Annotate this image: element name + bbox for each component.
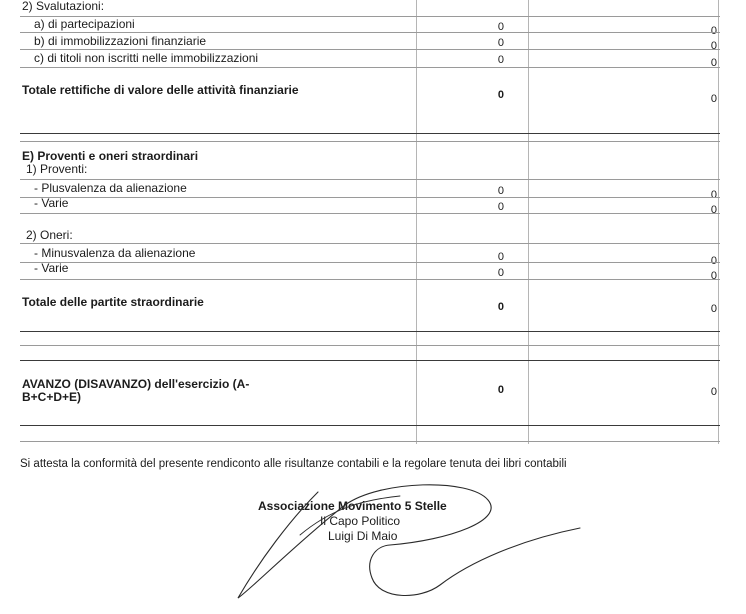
value-current: 0 xyxy=(497,54,504,66)
row-label: b) di immobilizzazioni finanziarie xyxy=(34,34,207,48)
avanzo-label: AVANZO (DISAVANZO) dell'esercizio (A-B+C+D+E) xyxy=(22,377,250,404)
proventi-header: 1) Proventi: xyxy=(26,162,88,176)
row-label: - Plusvalenza da alienazione xyxy=(34,181,187,195)
totale-rettifiche-current: 0 xyxy=(497,89,504,101)
value-previous: 0 xyxy=(710,40,717,52)
row-label: a) di partecipazioni xyxy=(34,17,135,31)
value-current: 0 xyxy=(497,201,504,213)
avanzo-previous: 0 xyxy=(710,386,717,398)
value-previous: 0 xyxy=(710,57,717,69)
totale-rettifiche-previous: 0 xyxy=(710,93,717,105)
value-previous: 0 xyxy=(710,255,717,267)
totale-straordinarie-current: 0 xyxy=(497,301,504,313)
totale-rettifiche-label: Totale rettifiche di valore delle attività finanziarie xyxy=(22,83,299,97)
row-label: c) di titoli non iscritti nelle immobilizzazioni xyxy=(34,51,259,65)
value-previous: 0 xyxy=(710,189,717,201)
firma-ruolo: Il Capo Politico xyxy=(320,514,401,528)
value-current: 0 xyxy=(497,267,504,279)
avanzo-current: 0 xyxy=(497,384,504,396)
row-label: - Minusvalenza da alienazione xyxy=(34,246,196,260)
firma-nome: Luigi Di Maio xyxy=(328,529,398,543)
totale-straordinarie-label: Totale delle partite straordinarie xyxy=(22,295,204,309)
firma-associazione: Associazione Movimento 5 Stelle xyxy=(258,499,447,513)
attestazione-text: Si attesta la conformità del presente rendiconto alle risultanze contabili e la regolare tenuta dei libri contabili xyxy=(20,458,567,470)
oneri-header: 2) Oneri: xyxy=(26,228,73,242)
value-previous: 0 xyxy=(710,25,717,37)
value-current: 0 xyxy=(497,21,504,33)
totale-straordinarie-previous: 0 xyxy=(710,303,717,315)
value-current: 0 xyxy=(497,251,504,263)
value-current: 0 xyxy=(497,185,504,197)
value-previous: 0 xyxy=(710,270,717,282)
svalutazioni-header: 2) Svalutazioni: xyxy=(22,0,105,13)
section-e-title: E) Proventi e oneri straordinari xyxy=(22,149,199,163)
value-previous: 0 xyxy=(710,204,717,216)
value-current: 0 xyxy=(497,37,504,49)
row-label: - Varie xyxy=(34,196,69,210)
row-label: - Varie xyxy=(34,261,69,275)
